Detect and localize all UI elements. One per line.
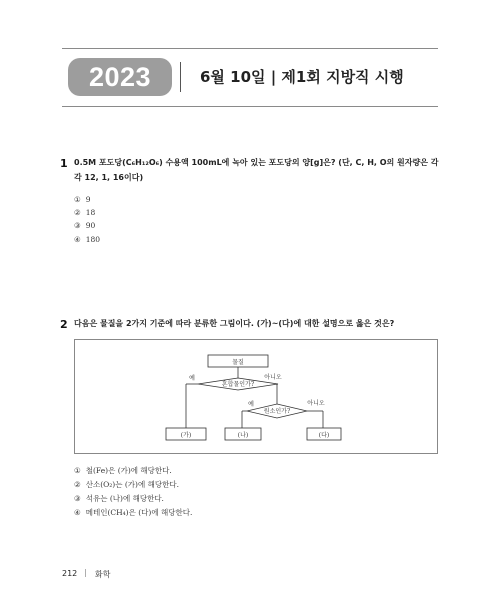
choice-text: 메테인(CH₄)은 (다)에 해당한다.	[85, 508, 193, 517]
footer-separator: |	[84, 568, 87, 577]
question-2-choice-4[interactable]	[74, 507, 192, 518]
question-1-text: 0.5M 포도당(C₆H₁₂O₆) 수용액 100mL에 녹아 있는 포도당의 양[g]은? (단, C, H, O의 원자량은 각각 12, 1, 16이다)	[74, 158, 439, 182]
flowchart-box-a-label: (가)	[180, 432, 192, 439]
header-bottom-rule	[62, 106, 438, 107]
choice-mark: ②	[74, 480, 81, 489]
flowchart-frame	[74, 339, 438, 454]
question-2-choice-1[interactable]	[74, 465, 172, 476]
question-1-choice-1[interactable]	[74, 195, 91, 204]
choice-text: 산소(O₂)는 (가)에 해당한다.	[85, 480, 179, 489]
choice-mark: ②	[74, 208, 81, 217]
flowchart-decision-2-label: 원소인가?	[263, 408, 291, 415]
flowchart-box-b-label: (나)	[237, 432, 249, 439]
exam-title: 6월 10일 | 제1회 지방직 시행	[200, 68, 404, 86]
flowchart-yes-label-1: 예	[189, 375, 195, 382]
choice-mark: ③	[74, 494, 81, 503]
flowchart-yes-label-2: 예	[248, 401, 254, 408]
question-1-choice-4[interactable]	[74, 235, 100, 244]
choice-text: 철(Fe)은 (가)에 해당한다.	[85, 466, 172, 475]
choice-mark: ④	[74, 508, 81, 517]
choice-text: 석유는 (나)에 해당한다.	[85, 494, 164, 503]
flowchart-start-label: 물질	[232, 359, 244, 366]
question-1-number: 1	[60, 157, 68, 170]
question-2-choice-2[interactable]	[74, 479, 179, 490]
flowchart-decision-1-label: 혼합물인가?	[221, 381, 255, 388]
footer-subject: 화학	[95, 570, 111, 579]
choice-text: 90	[85, 221, 96, 230]
choice-mark: ④	[74, 235, 81, 244]
choice-mark: ③	[74, 221, 81, 230]
choice-text: 9	[85, 195, 91, 204]
flowchart	[75, 340, 437, 453]
flowchart-no-label-2: 아니오	[307, 400, 325, 407]
header-top-rule	[62, 48, 438, 49]
footer-page-number: 212	[62, 569, 78, 578]
choice-text: 180	[85, 235, 101, 244]
flowchart-no-label-1: 아니오	[264, 374, 282, 381]
header-divider	[180, 62, 181, 92]
choice-text: 18	[85, 208, 96, 217]
question-2-text: 다음은 물질을 2가지 기준에 따라 분류한 그림이다. (가)~(다)에 대한 설명으로 옳은 것은?	[74, 319, 395, 328]
flowchart-box-c-label: (다)	[318, 432, 330, 439]
question-1-choice-3[interactable]	[74, 221, 95, 230]
choice-mark: ①	[74, 466, 81, 475]
question-2-number: 2	[60, 318, 68, 331]
question-1-choice-2[interactable]	[74, 208, 95, 217]
question-2-choice-3[interactable]	[74, 493, 164, 504]
choice-mark: ①	[74, 195, 81, 204]
year-badge: 2023	[68, 58, 172, 96]
